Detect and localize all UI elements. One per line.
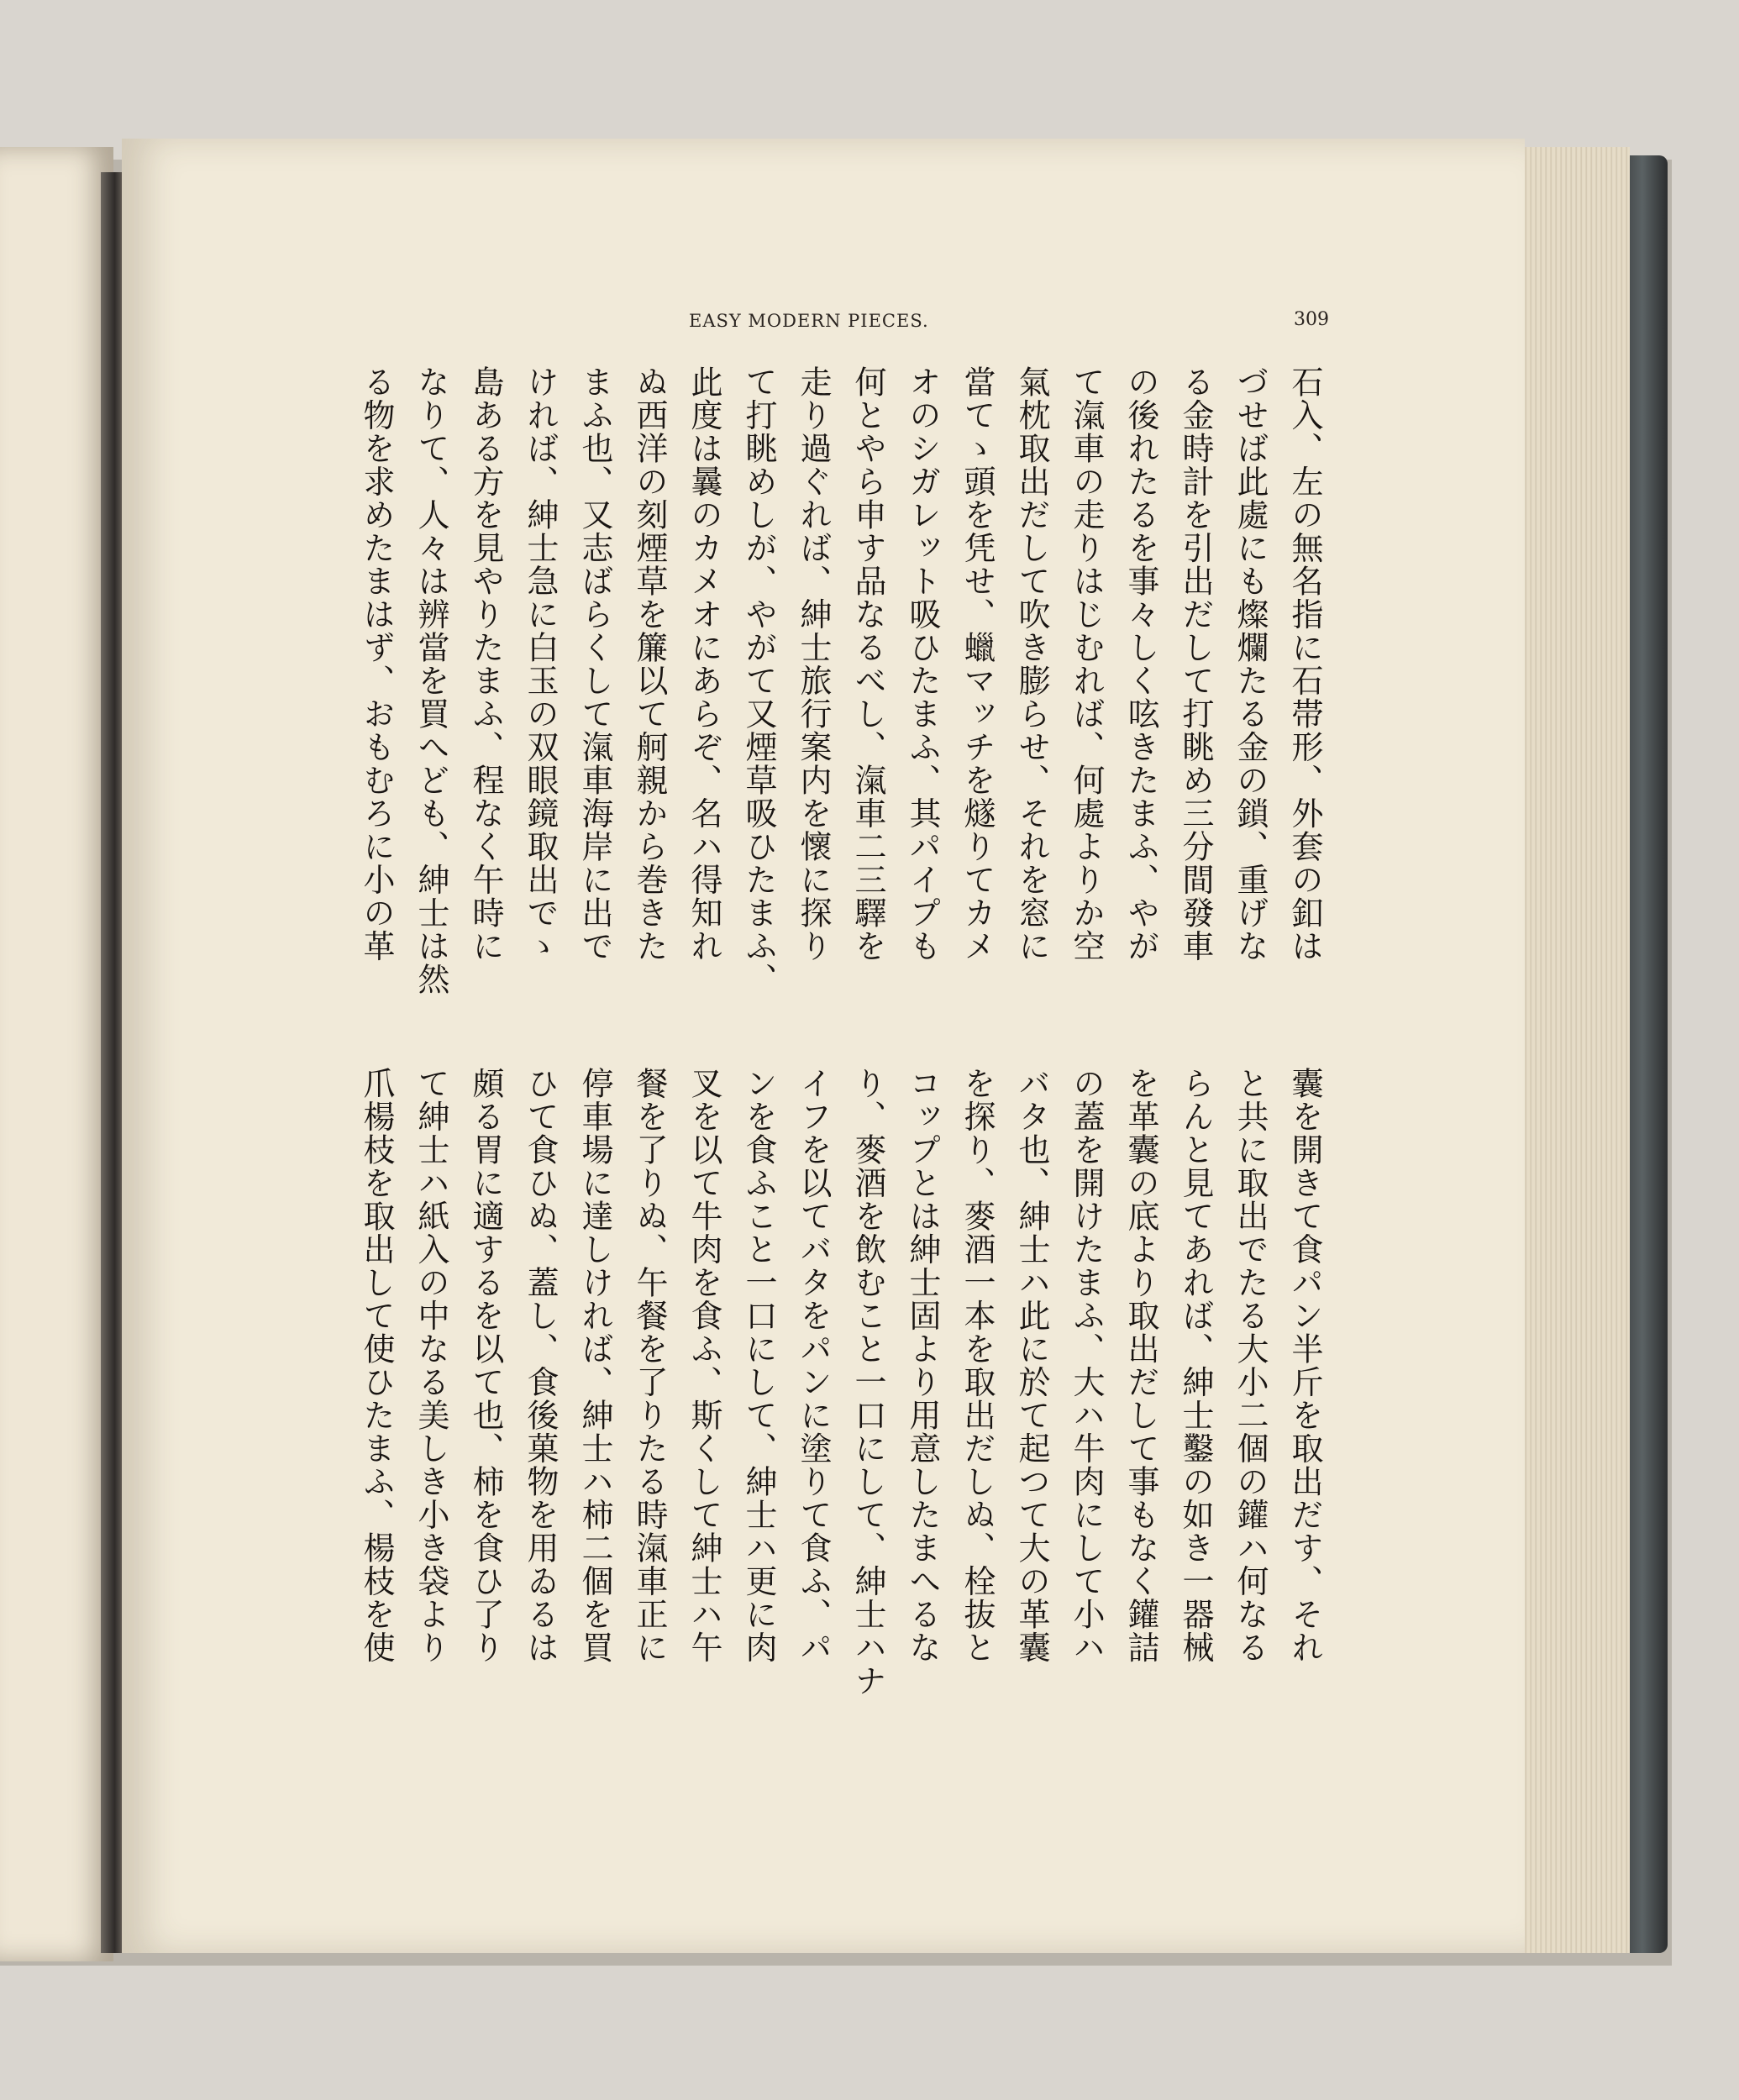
text-column: 當てゝ頭を凭せ、蠟マッチを燧りてカメ [959, 365, 996, 963]
text-column: 此度は曩のカメオにあらぞ、名ハ得知れ [686, 365, 722, 963]
text-column: 石入、左の無名指に石帯形、外套の釦は [1286, 365, 1323, 963]
text-column: 氣枕取出だして吹き膨らせ、それを窓に [1013, 365, 1050, 963]
text-column: の蓋を開けたまふ、大ハ牛肉にして小ハ [1068, 1067, 1105, 1664]
page-number: 309 [1294, 309, 1329, 330]
left-page-edge [0, 147, 113, 1961]
text-column: づせば此處にも燦爛たる金の鎖、重げな [1232, 365, 1269, 963]
text-column: なりて、人々は辨當を買へども、紳士は然 [412, 365, 449, 996]
text-column: り、麥酒を飲むこと一口にして、紳士ハナ [849, 1067, 886, 1698]
text-column: 頗る胃に適するを以て也、柿を食ひ了り [467, 1067, 504, 1664]
text-column: ひて食ひぬ、蓋し、食後菓物を用ゐるは [522, 1067, 559, 1664]
text-column: ぬ西洋の刻煙草を簾以て舸親から巻きた [631, 365, 668, 963]
running-head: EASY MODERN PIECES. [689, 311, 929, 331]
text-column: を革囊の底より取出だして事もなく鑵詰 [1122, 1067, 1159, 1664]
text-column: て紳士ハ紙入の中なる美しき小き袋より [412, 1067, 449, 1664]
text-column: の後れたるを事々しく呟きたまふ、やが [1122, 365, 1159, 963]
text-column: 餐を了りぬ、午餐を了りたる時滊車正に [631, 1067, 668, 1664]
text-column: コップとは紳士固より用意したまへるな [904, 1067, 941, 1664]
text-column: を探り、麥酒一本を取出だしぬ、栓抜と [959, 1067, 996, 1664]
text-column: 何とやら申す品なるべし、滊車二三驛を [849, 365, 886, 963]
text-column: る金時計を引出だして打眺め三分間發車 [1177, 365, 1214, 963]
text-column: 走り過ぐれば、紳士旅行案内を懷に探り [795, 365, 832, 963]
text-column: 島ある方を見やりたまふ、程なく午時に [467, 365, 504, 963]
text-column: まふ也、又志ばらくして滊車海岸に出で [576, 365, 613, 963]
text-column: 囊を開きて食パン半斤を取出だす、それ [1286, 1067, 1323, 1664]
text-column: ンを食ふこと一口にして、紳士ハ更に肉 [740, 1067, 777, 1664]
lower-text-block [349, 1067, 1332, 1756]
text-column: 停車場に達しければ、紳士ハ柿二個を買 [576, 1067, 613, 1664]
text-column: オのシガレット吸ひたまふ、其パイプも [904, 365, 941, 963]
text-column: と共に取出でたる大小二個の鑵ハ何なる [1232, 1067, 1269, 1664]
text-column: ければ、紳士急に白玉の双眼鏡取出でゝ [522, 365, 559, 963]
text-column: て打眺めしが、やがて又煙草吸ひたまふ、 [740, 365, 777, 996]
text-column: る物を求めたまはず、おもむろに小の革 [358, 365, 395, 963]
text-column: 叉を以て牛肉を食ふ、斯くして紳士ハ午 [686, 1067, 722, 1664]
text-column: て滊車の走りはじむれば、何處よりか空 [1068, 365, 1105, 963]
text-column: バタ也、紳士ハ此に於て起つて大の革囊 [1013, 1067, 1050, 1664]
text-column: らんと見てあれば、紳士鑿の如き一器械 [1177, 1067, 1214, 1664]
upper-text-block [349, 365, 1332, 1046]
page-edges [1512, 147, 1630, 1953]
text-column: 爪楊枝を取出して使ひたまふ、楊枝を使 [358, 1067, 395, 1664]
text-column: イフを以てバタをパンに塗りて食ふ、パ [795, 1067, 832, 1664]
